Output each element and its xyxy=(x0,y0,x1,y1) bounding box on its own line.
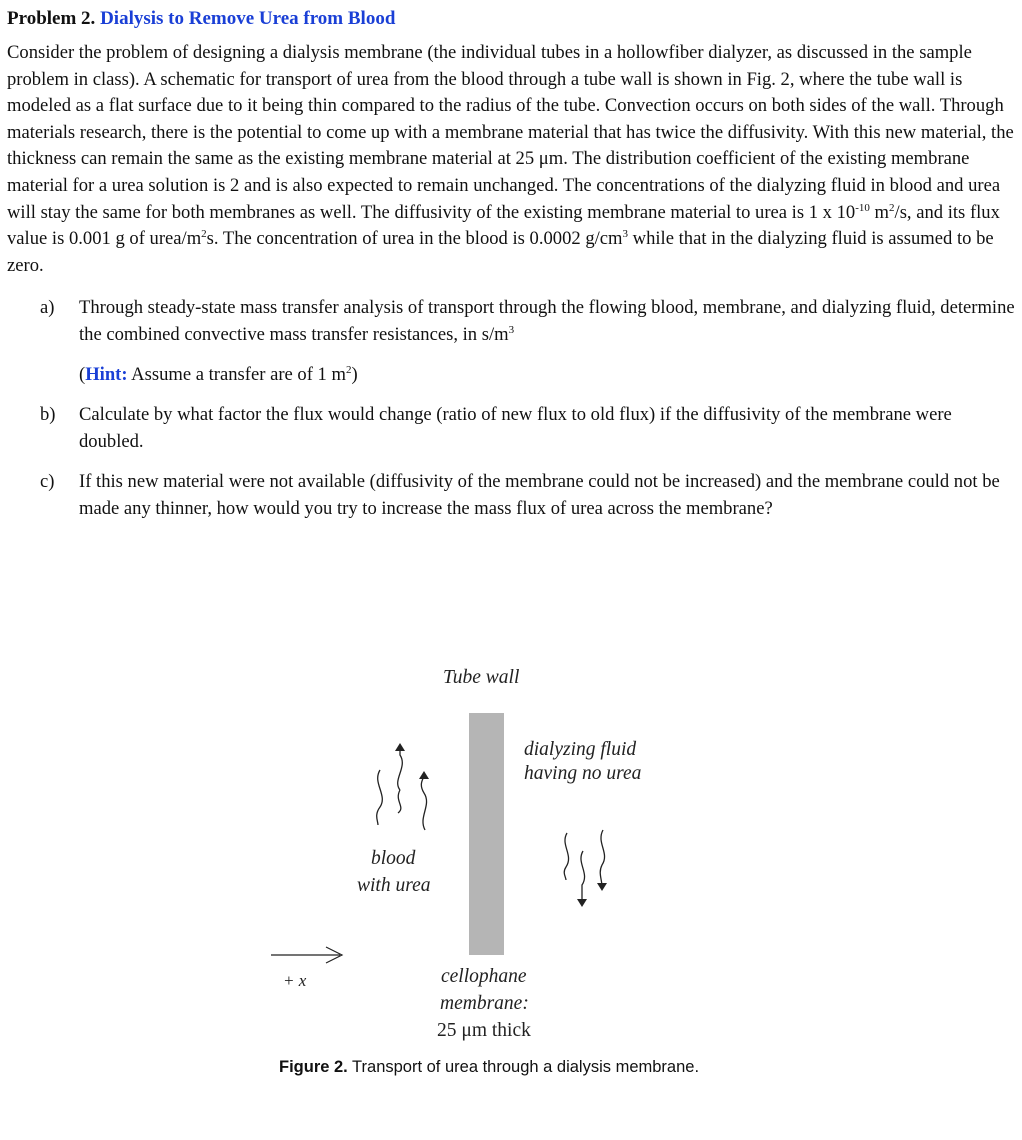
dialyzing-fluid-label-line1: dialyzing fluid xyxy=(524,739,637,760)
blood-flow-arrow-4 xyxy=(421,775,426,830)
x-axis-label: + x xyxy=(283,971,307,990)
question-a-hint xyxy=(79,362,1015,389)
question-a xyxy=(7,295,1015,388)
question-a-exp: 3 xyxy=(508,323,515,336)
question-b-text: Calculate by what factor the flux would change (ratio of new flux to old flux) if the diffusivity of the membrane were doubled. xyxy=(79,404,952,452)
membrane-label-line3: 25 μm thick xyxy=(437,1020,531,1041)
blood-flow-arrow-3 xyxy=(398,790,401,813)
caption-label: Figure 2. xyxy=(279,1058,348,1076)
intro-part3: /s, and its flux value is 0.001 g of urea/m xyxy=(7,201,1000,250)
figure-2 xyxy=(0,655,1022,1140)
hint-exp: 2 xyxy=(345,363,352,376)
intro-part2: m xyxy=(869,201,890,223)
hint-word: Hint: xyxy=(85,363,128,385)
intro-exp4: 3 xyxy=(622,228,629,241)
hint-open: ( xyxy=(79,363,86,385)
problem-page xyxy=(7,4,1015,523)
intro-exp3: 2 xyxy=(201,228,207,241)
dialyzing-flow-arrow-3 xyxy=(600,830,604,887)
question-c-text: If this new material were not available (diffusivity of the membrane could not be increased) and the membrane could not be made any thinner, how would you try to increase the mass flux of urea across the membrane? xyxy=(79,471,1000,519)
figure-caption xyxy=(279,1058,699,1077)
problem-heading xyxy=(7,4,1015,34)
intro-exp2: 2 xyxy=(889,201,895,214)
question-c-letter: c) xyxy=(40,471,55,493)
intro-part5: while that in the dialyzing fluid is assumed to be zero. xyxy=(7,228,994,276)
blood-flow-arrow-1 xyxy=(377,770,383,825)
dialyzing-fluid-label-line2: having no urea xyxy=(524,763,642,784)
question-a-letter: a) xyxy=(40,297,55,319)
membrane-label-line1: cellophane xyxy=(441,966,527,987)
blood-label-line1: blood xyxy=(371,848,416,869)
blood-label-line2: with urea xyxy=(357,875,431,896)
intro-part4: s. The concentration of urea in the blood is 0.0002 g/cm xyxy=(206,228,623,250)
intro-exp1: -10 xyxy=(855,201,870,214)
membrane-label-line2: membrane: xyxy=(440,993,529,1014)
question-b-letter: b) xyxy=(40,404,56,426)
dialyzing-flow-arrow-2 xyxy=(581,851,585,903)
question-b xyxy=(7,402,1015,455)
caption-text: Transport of urea through a dialysis membrane. xyxy=(347,1058,700,1076)
question-c xyxy=(7,469,1015,522)
problem-intro xyxy=(7,40,1015,279)
hint-close: ) xyxy=(351,363,358,385)
problem-title: Dialysis to Remove Urea from Blood xyxy=(100,8,396,29)
hint-text: Assume a transfer are of 1 m xyxy=(127,363,346,385)
tube-wall-label: Tube wall xyxy=(443,667,520,688)
blood-flow-arrow-2 xyxy=(398,747,403,790)
dialyzing-flow-arrow-1 xyxy=(564,833,568,880)
question-a-text: Through steady-state mass transfer analysis of transport through the flowing blood, membrane, and dialyzing fluid, determine the combined convective mass transfer resistances, in s/m xyxy=(79,297,1015,345)
question-list xyxy=(7,295,1015,522)
intro-part1: Consider the problem of designing a dialysis membrane (the individual tubes in a hollowfiber dialyzer, as discussed in the sample problem in class). A schematic for transport of urea from the blood through a tube wall is shown in Fig. 2, where the tube wall is modeled as a flat surface due to it being thin compared to the radius of the tube. Convection occurs on both sides of the wall. Through materials research, there is the potential to come up with a membrane material that has twice the diffusivity. With this new material, the thickness can remain the same as the existing membrane material at 25 μm. The distribution coefficient of the existing membrane material for a urea solution is 2 and is also expected to remain unchanged. The concentrations of the dialyzing fluid in blood and urea will stay the same for both membranes as well. The diffusivity of the existing membrane material to urea is 1 x 10 xyxy=(7,42,1014,223)
problem-label: Problem 2. xyxy=(7,8,96,29)
